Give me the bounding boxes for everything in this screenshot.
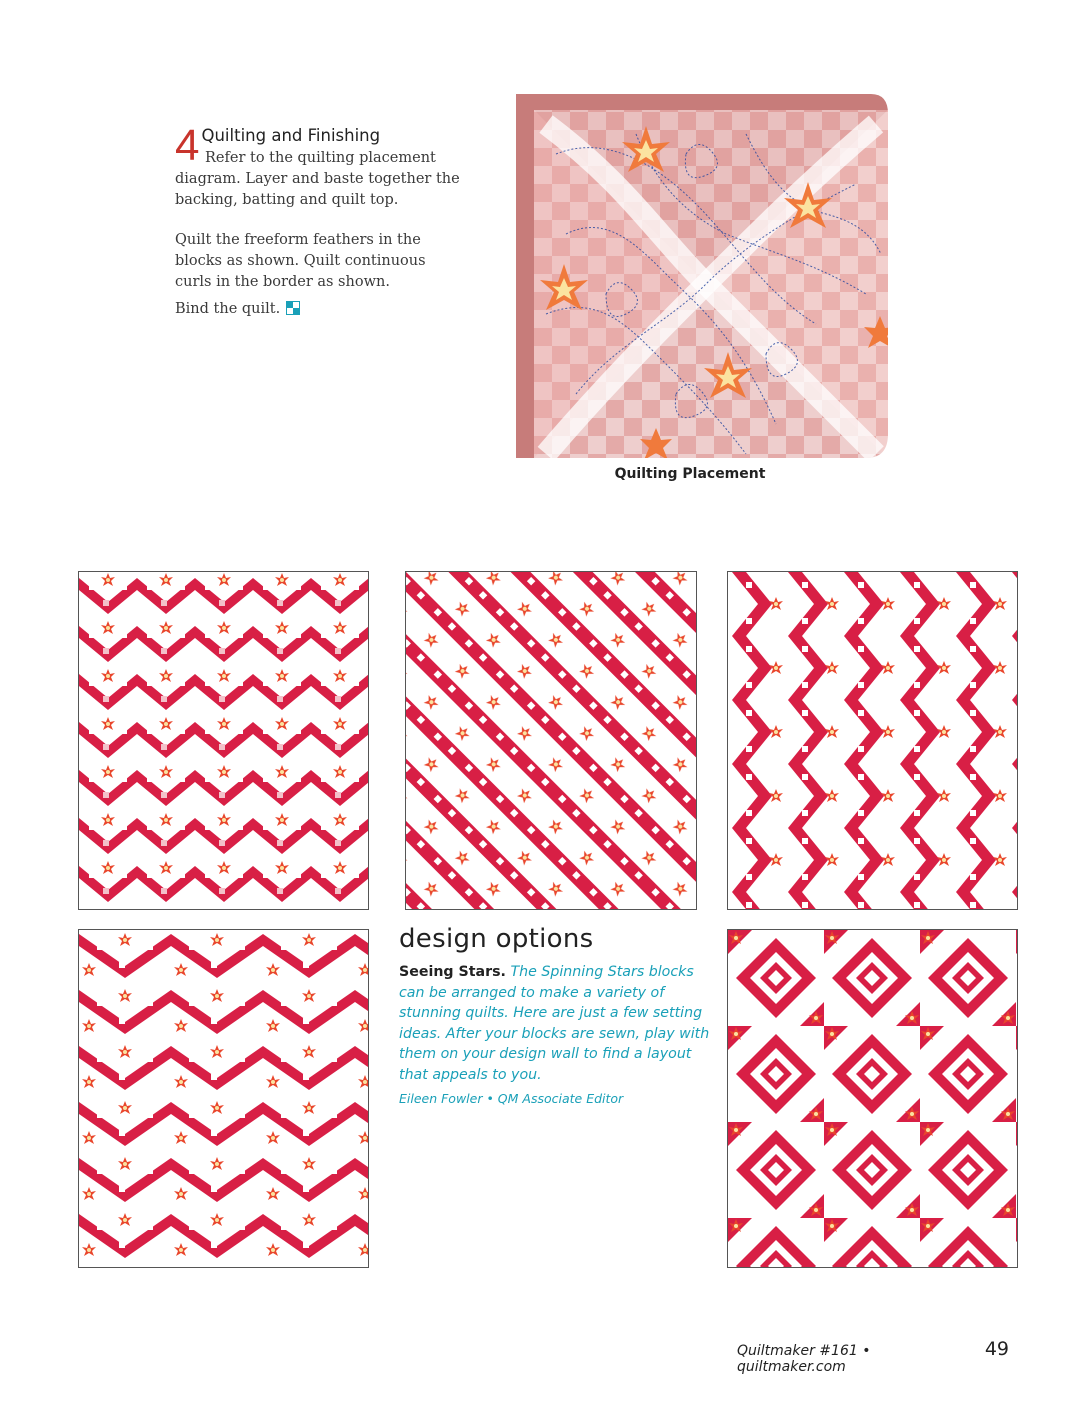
step-paragraph-1-line2: diagram. Layer and baste together the backing, batting and quilt top. [175, 171, 460, 208]
step-title: Quilting and Finishing [201, 126, 381, 145]
design-options-body [399, 962, 714, 1085]
quilting-placement-caption: Quilting Placement [614, 466, 766, 482]
step-paragraph-2: Quilt the freeform feathers in the blocks as shown. Quilt continuous curls in the border as shown. [175, 232, 426, 290]
quilting-placement-diagram [516, 94, 888, 458]
layout-option-4-art [79, 930, 369, 1268]
layout-option-3-art [728, 572, 1018, 910]
page-number: 49 [984, 1338, 1009, 1360]
step-paragraph-3 [175, 299, 465, 320]
design-options-title: design options [399, 924, 594, 954]
layout-option-1 [78, 571, 369, 910]
quilting-diagram-svg [516, 94, 888, 458]
layout-option-5 [727, 929, 1018, 1268]
design-options-section [399, 924, 714, 1106]
design-options-text: The Spinning Stars blocks can be arranged to make a variety of stunning quilts. Here are just a few setting ideas. After your blocks are sewn, play with them on your design wall to find a layout that appeals to you. [399, 964, 710, 1083]
step-number: 4 [175, 121, 200, 170]
design-options-lead: Seeing Stars. [399, 964, 506, 980]
footer-magazine: Quiltmaker #161 • quiltmaker.com [737, 1343, 871, 1375]
layout-option-1-art [79, 572, 369, 910]
step-paragraph-1 [175, 148, 495, 211]
bind-text: Bind the quilt. [175, 301, 281, 317]
layout-option-2-art [406, 572, 697, 910]
layout-option-3 [727, 571, 1018, 910]
design-options-credit: Eileen Fowler • QM Associate Editor [399, 1091, 624, 1106]
step-paragraphs [175, 224, 465, 320]
layout-option-2 [405, 571, 697, 910]
layout-option-4 [78, 929, 369, 1268]
page-footer [737, 1338, 1009, 1375]
end-mark-icon [286, 301, 300, 315]
step-4-section [175, 121, 465, 317]
layout-option-5-art [728, 930, 1018, 1268]
step-paragraph-1-line1: Refer to the quilting placement [205, 150, 436, 166]
